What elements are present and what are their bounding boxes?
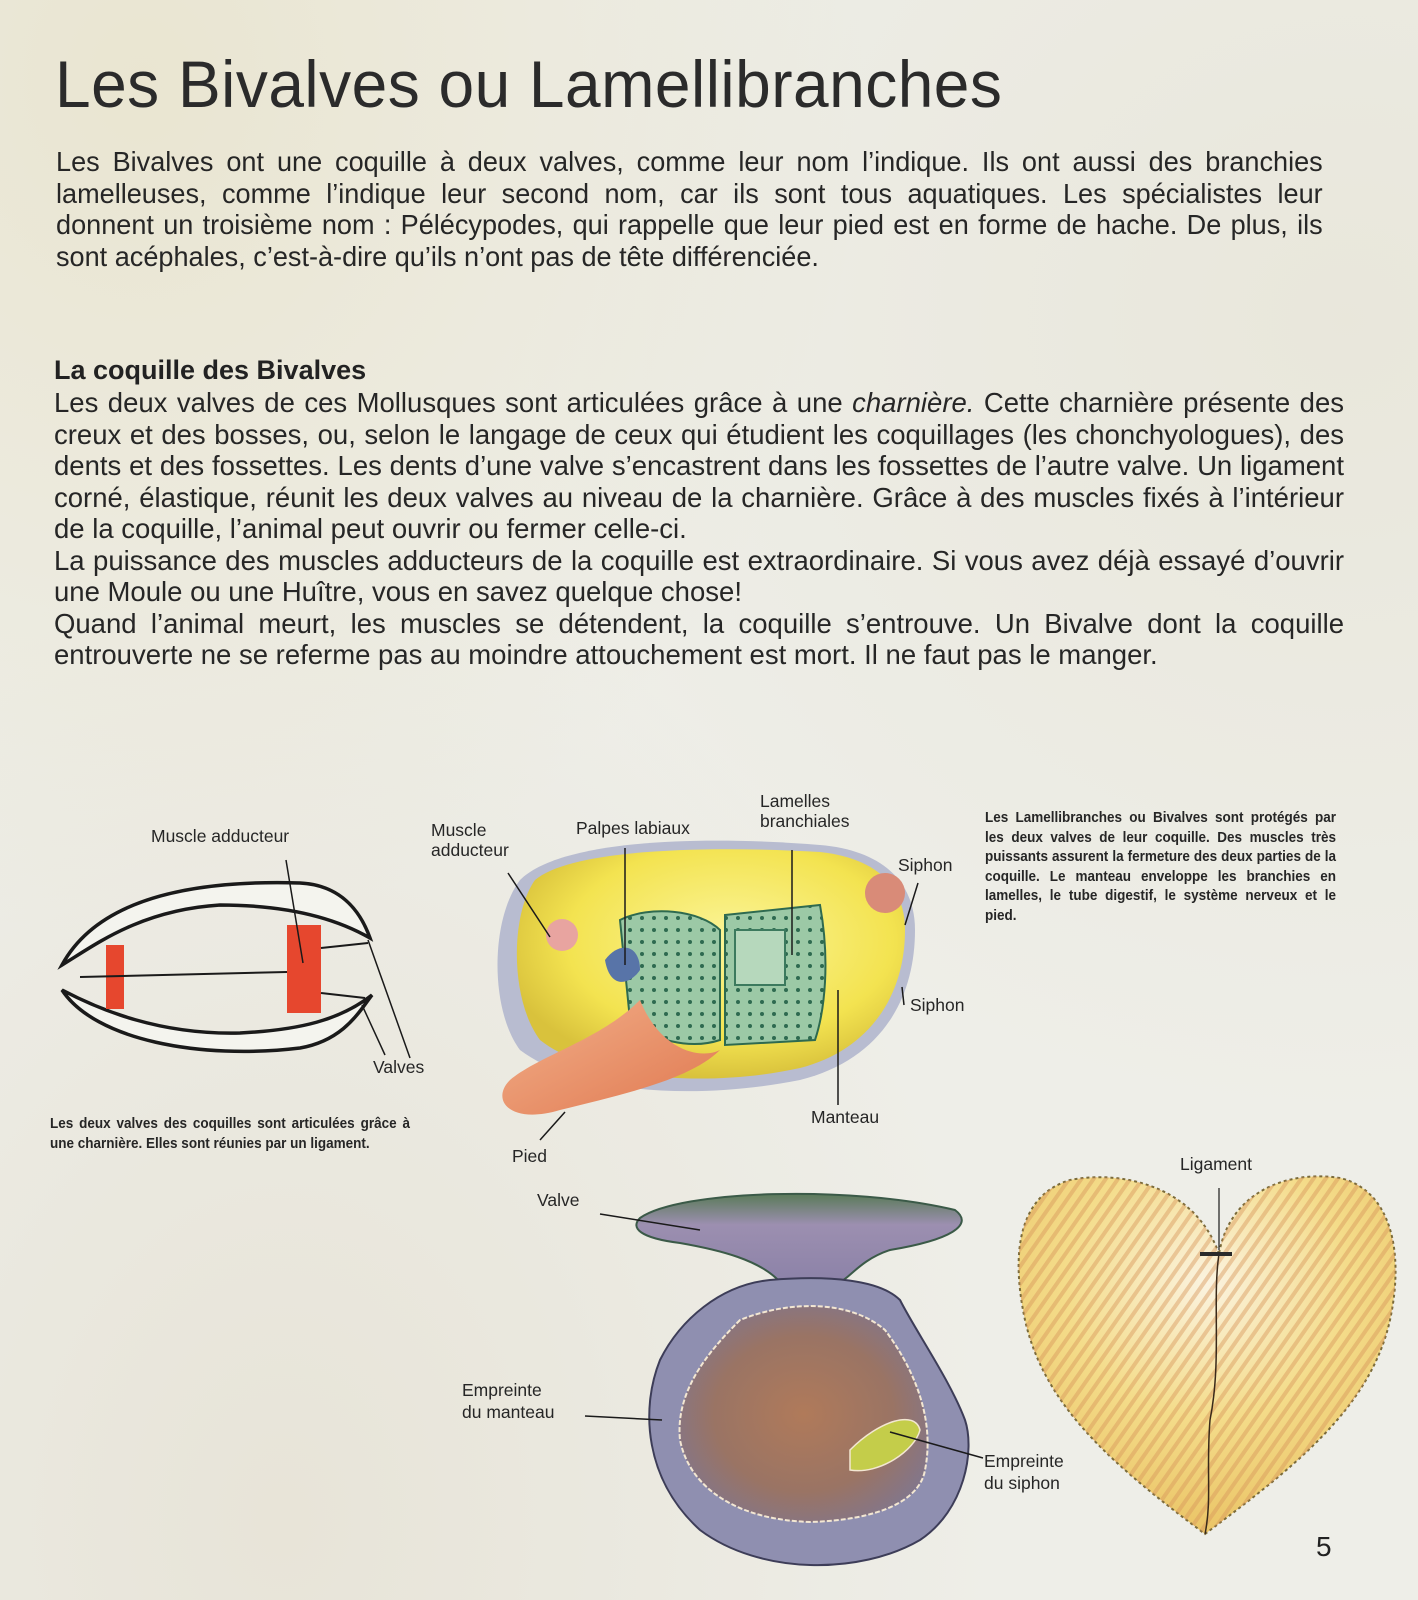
section-paragraph-3: Quand l’animal meurt, les muscles se détendent, la coquille s’entrouve. Un Bivalve dont la coquille entrouverte ne se referme pas au moindre attouchement est mort. Il ne faut pas le manger.	[54, 607, 1344, 670]
label-empreinte-siphon-2: du siphon	[984, 1473, 1060, 1493]
page-number: 5	[1316, 1531, 1332, 1562]
page-title: Les Bivalves ou Lamellibranches	[55, 47, 1003, 121]
open-shell-illustration	[585, 1194, 983, 1565]
label-adducteur: adducteur	[431, 840, 509, 860]
label-muscle: Muscle	[431, 820, 487, 840]
label-manteau: Manteau	[811, 1107, 880, 1127]
label-lamelles: Lamelles	[760, 791, 831, 811]
label-siphon-top: Siphon	[898, 855, 953, 875]
text: Cette charnière présente des creux et des bosses, ou, selon le langage de ceux qui étudient les coquillages (les chonchyologues), des dents et des fossettes. Les dents d’une valve s’encastrent dans les fossettes de l’autre valve. Un ligament corné, élastique, réunit les deux valves au niveau de la charnière. Grâce à des muscles fixés à l’intérieur de la coquille, l’animal peut ouvrir ou fermer celle-ci.	[54, 387, 1344, 544]
caption-anatomy: Les Lamellibranches ou Bivalves sont protégés par les deux valves de leur coquille. Des muscles très puissants assurent la fermeture des deux parties de la coquille. Le manteau enveloppe les branchies en lamelles, le tube digestif, le système nerveux et le pied.	[985, 809, 1336, 924]
label-siphon-bottom: Siphon	[910, 995, 965, 1015]
label-muscle-adducteur: Muscle adducteur	[151, 826, 290, 846]
section-heading: La coquille des Bivalves	[54, 355, 367, 385]
label-empreinte-siphon-1: Empreinte	[984, 1451, 1064, 1471]
caption-shell-diagram: Les deux valves des coquilles sont articulées grâce à une charnière. Elles sont réunies par un ligament.	[50, 1115, 410, 1152]
label-branchiales: branchiales	[760, 811, 850, 831]
text: Les deux valves de ces Mollusques sont articulées grâce à une	[54, 387, 853, 418]
label-valves: Valves	[373, 1057, 425, 1077]
bivalve-anatomy-illustration	[498, 841, 919, 1140]
label-palpes-labiaux: Palpes labiaux	[576, 818, 690, 838]
emphasis-term: charnière.	[852, 387, 975, 418]
label-pied: Pied	[512, 1146, 548, 1166]
intro-paragraph: Les Bivalves ont une coquille à deux valves, comme leur nom l’indique. Ils ont aussi des branchies lamelleuses, comme l’indique leur second nom, car ils sont tous aquatiques. Les spécialistes leur donnent un troisième nom : Pélécypodes, qui rappelle que leur pied est en forme de hache. De plus, ils sont acéphales, c’est-à-dire qu’ils n’ont pas de tête différenciée.	[56, 146, 1323, 272]
heart-cockle-shell-illustration	[1019, 1176, 1396, 1534]
label-valve: Valve	[537, 1190, 580, 1210]
label-empreinte-manteau-2: du manteau	[462, 1402, 555, 1422]
section-paragraph-2: La puissance des muscles adducteurs de la coquille est extraordinaire. Si vous avez déjà essayé d’ouvrir une Moule ou une Huître, vous en savez quelque chose!	[54, 544, 1344, 607]
shell-cross-section-diagram	[62, 860, 410, 1058]
label-empreinte-manteau-1: Empreinte	[462, 1380, 542, 1400]
label-ligament: Ligament	[1180, 1154, 1252, 1174]
